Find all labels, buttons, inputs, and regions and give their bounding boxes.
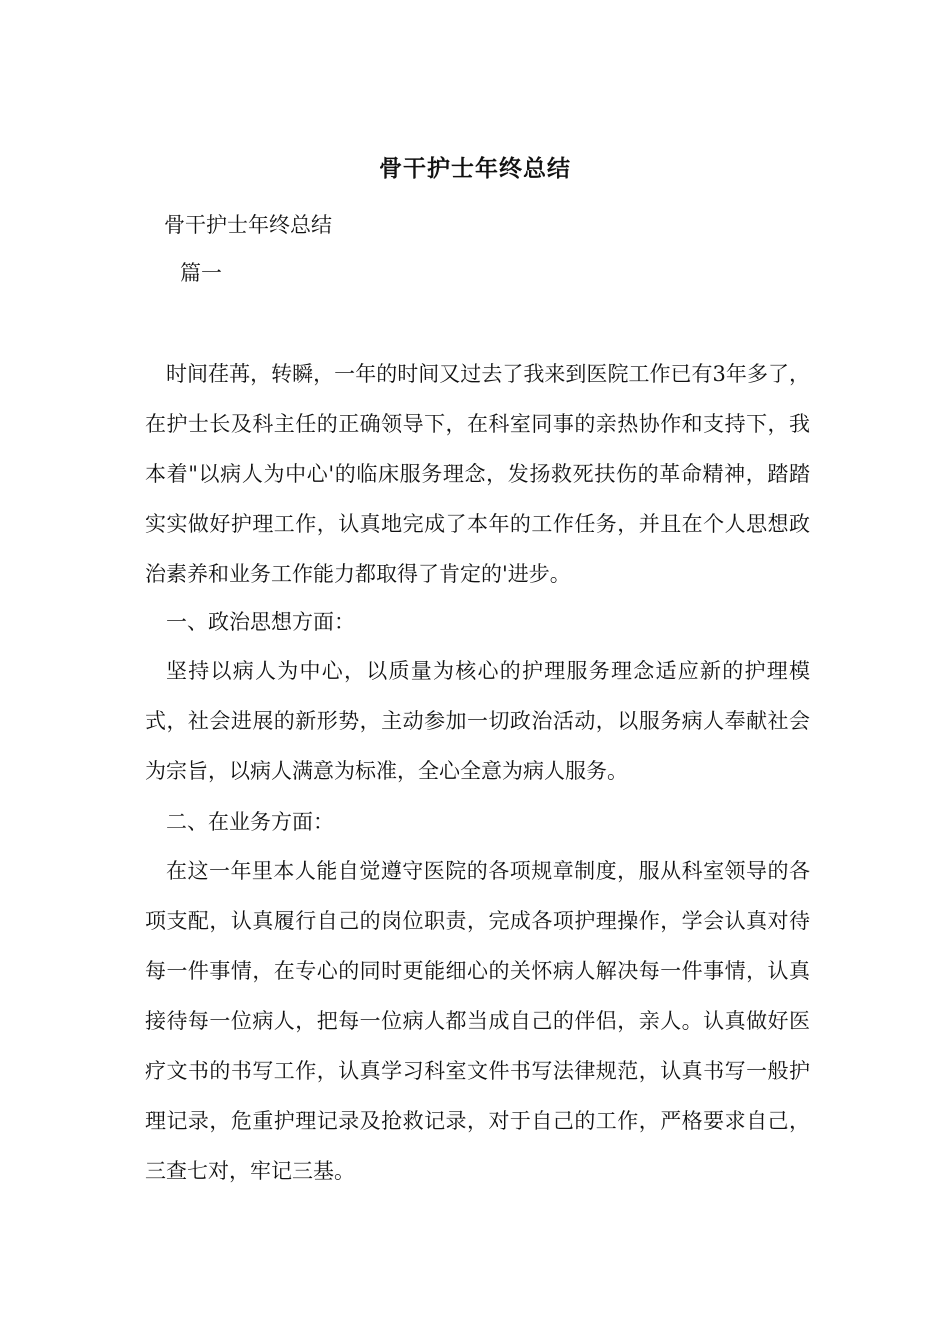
paragraph-political: 坚持以病人为中心，以质量为核心的护理服务理念适应新的护理模式，社会进展的新形势，主动参加一切政治活动，以服务病人奉献社会为宗旨，以病人满意为标准，全心全意为病人服务。 — [145, 659, 810, 783]
paragraph-intro: 时间荏苒，转瞬，一年的时间又过去了我来到医院工作已有3年多了，在护士长及科主任的正确领导下，在科室同事的亲热协作和支持下，我本着"以病人为中心'的临床服务理念，发扬救死扶伤的革命精神，踏踏实实做好护理工作，认真地完成了本年的工作任务，并且在个人思想政治素养和业务工作能力都取得了肯定的'进步。 — [145, 362, 810, 586]
heading-business: 二、在业务方面： — [166, 810, 334, 834]
document-title: 骨干护士年终总结 — [379, 155, 571, 182]
paragraph-business: 在这一年里本人能自觉遵守医院的各项规章制度，服从科室领导的各项支配，认真履行自己的岗位职责，完成各项护理操作，学会认真对待每一件事情，在专心的同时更能细心的关怀病人解决每一件事情，认真接待每一位病人，把每一位病人都当成自己的伴侣，亲人。认真做好医疗文书的书写工作，认真学习科室文件书写法律规范，认真书写一般护理记录，危重护理记录及抢救记录，对于自己的工作，严格要求自己，三查七对，牢记三基。 — [145, 859, 810, 1183]
section-label: 篇一 — [180, 261, 222, 285]
heading-political: 一、政治思想方面： — [166, 610, 355, 634]
document-subtitle: 骨干护士年终总结 — [164, 213, 332, 237]
